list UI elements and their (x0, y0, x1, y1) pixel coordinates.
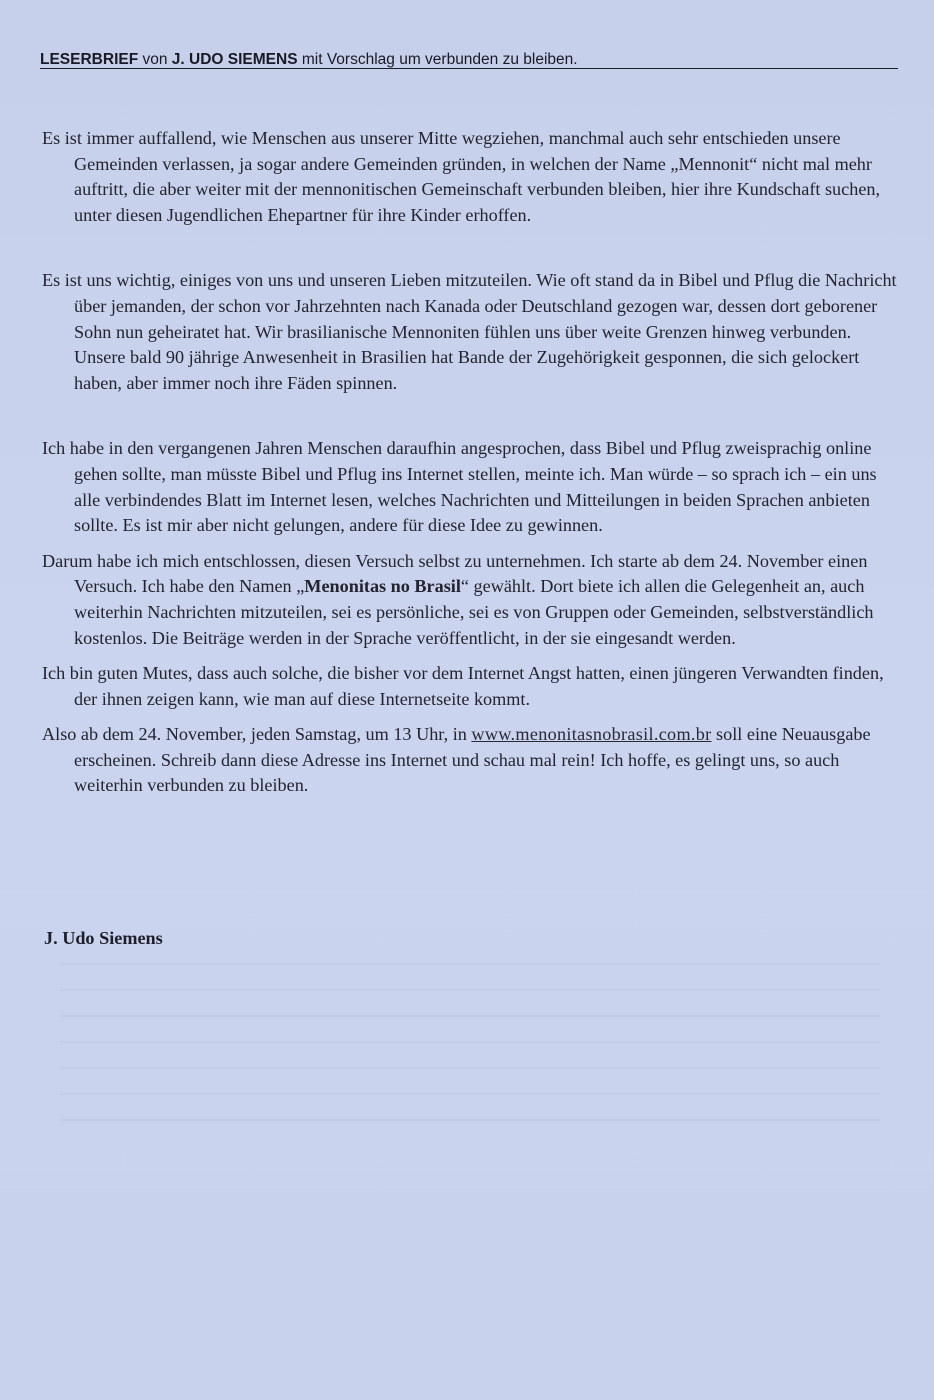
brand-name: Menonitas no Brasil (304, 576, 461, 597)
website-link[interactable]: www.menonitasnobrasil.com.br (471, 724, 712, 745)
paragraph-6 (42, 722, 902, 799)
header-author: J. UDO SIEMENS (171, 51, 298, 68)
header-label: LESERBRIEF (40, 51, 139, 68)
paragraph-5: Ich bin guten Mutes, dass auch solche, die bisher vor dem Internet Angst hatten, einen jüngeren Verwandten finden, der ihnen zeigen kann, wie man auf diese Internetseite kommt. (42, 663, 884, 709)
header-subject: mit Vorschlag um verbunden zu bleiben. (297, 51, 578, 68)
paragraph-4 (42, 549, 902, 651)
paragraph-1: Es ist immer auffallend, wie Menschen aus unserer Mitte wegziehen, manchmal auch sehr entschieden unsere Gemeinden verlassen, ja sogar andere Gemeinden gründen, in welchen der Name „Mennonit“ nicht mal mehr auftritt, die aber weiter mit der mennonitischen Gemeinschaft verbunden bleiben, hier ihre Kundschaft suchen, unter diesen Jugendlichen Ehepartner für ihre Kinder erhoffen. (42, 128, 881, 225)
paragraph-4-end: “ gewählt. Dort biete ich allen die Gelegenheit an, auch weiterhin Nachrichten mitzuteilen, sei es persönliche, sei es von Gruppen oder Gemeinden, selbstverständlich kostenlos. Die Beiträge werden in der Sprache veröffentlicht, in der sie eingesandt werden. (74, 576, 874, 648)
paragraph-3: Ich habe in den vergangenen Jahren Menschen daraufhin angesprochen, dass Bibel und Pflug zweisprachig online gehen sollte, man müsste Bibel und Pflug ins Internet stellen, meinte ich. Man würde – so sprach ich – ein uns alle verbindendes Blatt im Internet lesen, welches Nachrichten und Mitteilungen in beiden Sprachen anbieten sollte. Es ist mir aber nicht gelungen, andere für diese Idee zu gewinnen. (42, 438, 877, 536)
header-rule (40, 68, 898, 69)
paragraph-6-start: Also ab dem 24. November, jeden Samstag, um 13 Uhr, in (42, 724, 472, 745)
paragraph-4-start: Darum habe ich mich entschlossen, diesen Versuch selbst zu unternehmen. Ich starte ab dem 24. November einen Versuch. Ich habe den Namen „ (42, 550, 868, 597)
letter-body (42, 126, 902, 799)
signature: J. Udo Siemens (44, 928, 163, 948)
show-through-texture (60, 945, 880, 1145)
letter-header (40, 50, 898, 70)
paragraph-2: Es ist uns wichtig, einiges von uns und unseren Lieben mitzuteilen. Wie oft stand da in Bibel und Pflug die Nachricht über jemanden, der schon vor Jahrzehnten nach Kanada oder Deutschland gezogen war, dessen dort geborener Sohn nun geheiratet hat. Wir brasilianische Mennoniten fühlen uns über weite Grenzen hinweg verbunden. Unsere bald 90 jährige Anwesenheit in Brasilien hat Bande der Zugehörigkeit gesponnen, die sich gelockert haben, aber immer noch ihre Fäden spinnen. (42, 270, 897, 393)
header-von: von (138, 51, 172, 68)
paragraph-6-end: soll eine Neuausgabe erscheinen. Schreib dann diese Adresse ins Internet und schau mal rein! Ich hoffe, es gelingt uns, so auch weiterhin verbunden zu bleiben. (74, 724, 871, 796)
